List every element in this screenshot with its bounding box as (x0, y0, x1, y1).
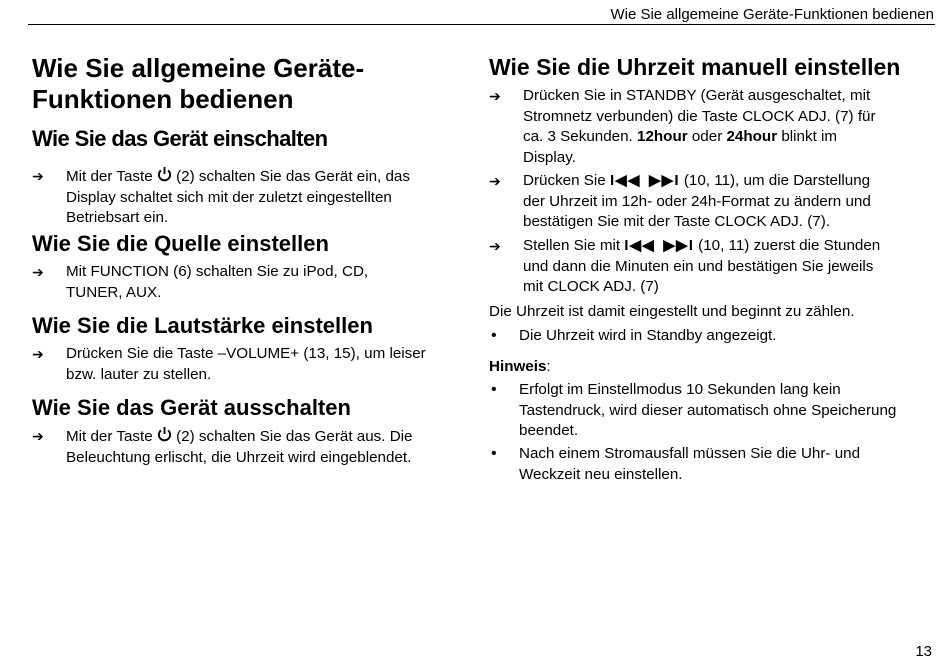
text-line: Drücken Sie die Taste –VOLUME+ (13, 15), um leiser (66, 345, 426, 362)
text-run: Drücken Sie (523, 172, 610, 189)
text-run: (10, 11), um die Darstellung (679, 172, 871, 189)
instruction-clock-step3 (489, 236, 935, 298)
text-line: Erfolgt im Einstellmodus 10 Sekunden lang kein (519, 381, 841, 398)
instruction-text (66, 262, 474, 303)
bullet-icon: • (491, 327, 497, 344)
text-line: beendet. (519, 422, 579, 439)
arrow-icon: ➔ (32, 168, 44, 184)
text-run: Stellen Sie mit (523, 237, 625, 254)
skip-back-icon: I◀◀ (624, 237, 655, 254)
heading-clock-manual: Wie Sie die Uhrzeit manuell einstellen (489, 54, 901, 80)
arrow-icon: ➔ (32, 264, 44, 280)
instruction-clock-step2 (489, 171, 935, 233)
text-line: bestätigen Sie mit der Taste CLOCK ADJ. (7). (523, 213, 830, 230)
header-rule (28, 24, 935, 25)
label-24hour: 24hour (726, 128, 778, 145)
text-line: Stromnetz verbunden) die Taste CLOCK ADJ. (7) für (523, 107, 876, 125)
page-number: 13 (915, 643, 932, 660)
instruction-text (66, 166, 474, 229)
text-run: Mit der Taste (66, 168, 153, 185)
heading-power-off: Wie Sie das Gerät ausschalten (32, 395, 351, 420)
text-line: Beleuchtung erlischt, die Uhrzeit wird eingeblendet. (66, 448, 412, 466)
instruction-source (32, 262, 474, 303)
note-item-2 (489, 444, 935, 485)
skip-forward-icon: ▶▶I (649, 172, 680, 189)
note-label-colon: : (546, 358, 551, 375)
note-label (489, 357, 551, 378)
running-head: Wie Sie allgemeine Geräte-Funktionen bedienen (610, 6, 934, 23)
text-line: Betriebsart ein. (66, 209, 169, 226)
text-line: Drücken Sie in STANDBY (Gerät ausgeschaltet, mit (523, 87, 871, 104)
arrow-icon: ➔ (489, 88, 501, 104)
text-line: mit CLOCK ADJ. (7) (523, 278, 659, 295)
text-run: blinkt im (777, 128, 838, 145)
note-label-text: Hinweis (489, 358, 547, 375)
power-icon (157, 426, 172, 443)
instruction-power-on (32, 166, 474, 229)
heading-volume: Wie Sie die Lautstärke einstellen (32, 313, 373, 338)
arrow-icon: ➔ (32, 428, 44, 444)
instruction-text (66, 344, 474, 385)
text-line: Nach einem Stromausfall müssen Sie die Uhr- und (519, 445, 861, 462)
summary-text: Die Uhrzeit ist damit eingestellt und beginnt zu zählen. (489, 303, 855, 320)
text-line: Tastendruck, wird dieser automatisch ohne Speicherung (519, 401, 897, 419)
instruction-text (523, 236, 935, 298)
instruction-text (66, 426, 474, 468)
note-text (519, 444, 935, 485)
text-run: ca. 3 Sekunden. (523, 128, 637, 145)
heading-power-on: Wie Sie das Gerät einschalten (32, 126, 328, 151)
text-line: Display. (523, 148, 576, 166)
page-title (32, 53, 472, 115)
label-12hour: 12hour (637, 128, 688, 145)
text-run: oder (687, 128, 727, 145)
instruction-clock-step1 (489, 86, 935, 168)
text-line: der Uhrzeit im 12h- oder 24h-Format zu ändern und (523, 192, 871, 210)
note-text (519, 380, 935, 442)
text-run: Mit der Taste (66, 428, 153, 445)
arrow-icon: ➔ (32, 346, 44, 362)
text-line: bzw. lauter zu stellen. (66, 365, 212, 383)
bullet-text: Die Uhrzeit wird in Standby angezeigt. (519, 327, 777, 344)
text-line: Weckzeit neu einstellen. (519, 465, 683, 483)
instruction-text (523, 86, 935, 168)
instruction-text (523, 171, 935, 233)
instruction-power-off (32, 426, 474, 468)
text-line: Display schaltet sich mit der zuletzt eingestellten (66, 188, 392, 206)
skip-back-icon: I◀◀ (609, 172, 641, 189)
skip-forward-icon: ▶▶I (663, 237, 694, 254)
instruction-volume (32, 344, 474, 385)
heading-source: Wie Sie die Quelle einstellen (32, 231, 329, 256)
text-run: (10, 11) zuerst die Stunden (693, 237, 881, 254)
bullet-standby (489, 326, 935, 347)
note-item-1 (489, 380, 935, 442)
text-run: (2) schalten Sie das Gerät aus. Die (171, 428, 413, 445)
page-title-line1: Wie Sie allgemeine Geräte- (32, 53, 365, 83)
power-icon (157, 166, 172, 183)
text-line: und dann die Minuten ein und bestätigen Sie jeweils (523, 257, 874, 275)
page-title-line2: Funktionen bedienen (32, 84, 294, 114)
arrow-icon: ➔ (489, 173, 501, 189)
arrow-icon: ➔ (489, 238, 501, 254)
text-line: TUNER, AUX. (66, 283, 162, 301)
bullet-icon: • (491, 445, 497, 462)
text-line: Mit FUNCTION (6) schalten Sie zu iPod, CD, (66, 263, 369, 280)
bullet-icon: • (491, 381, 497, 398)
text-run: (2) schalten Sie das Gerät ein, das (171, 168, 410, 185)
